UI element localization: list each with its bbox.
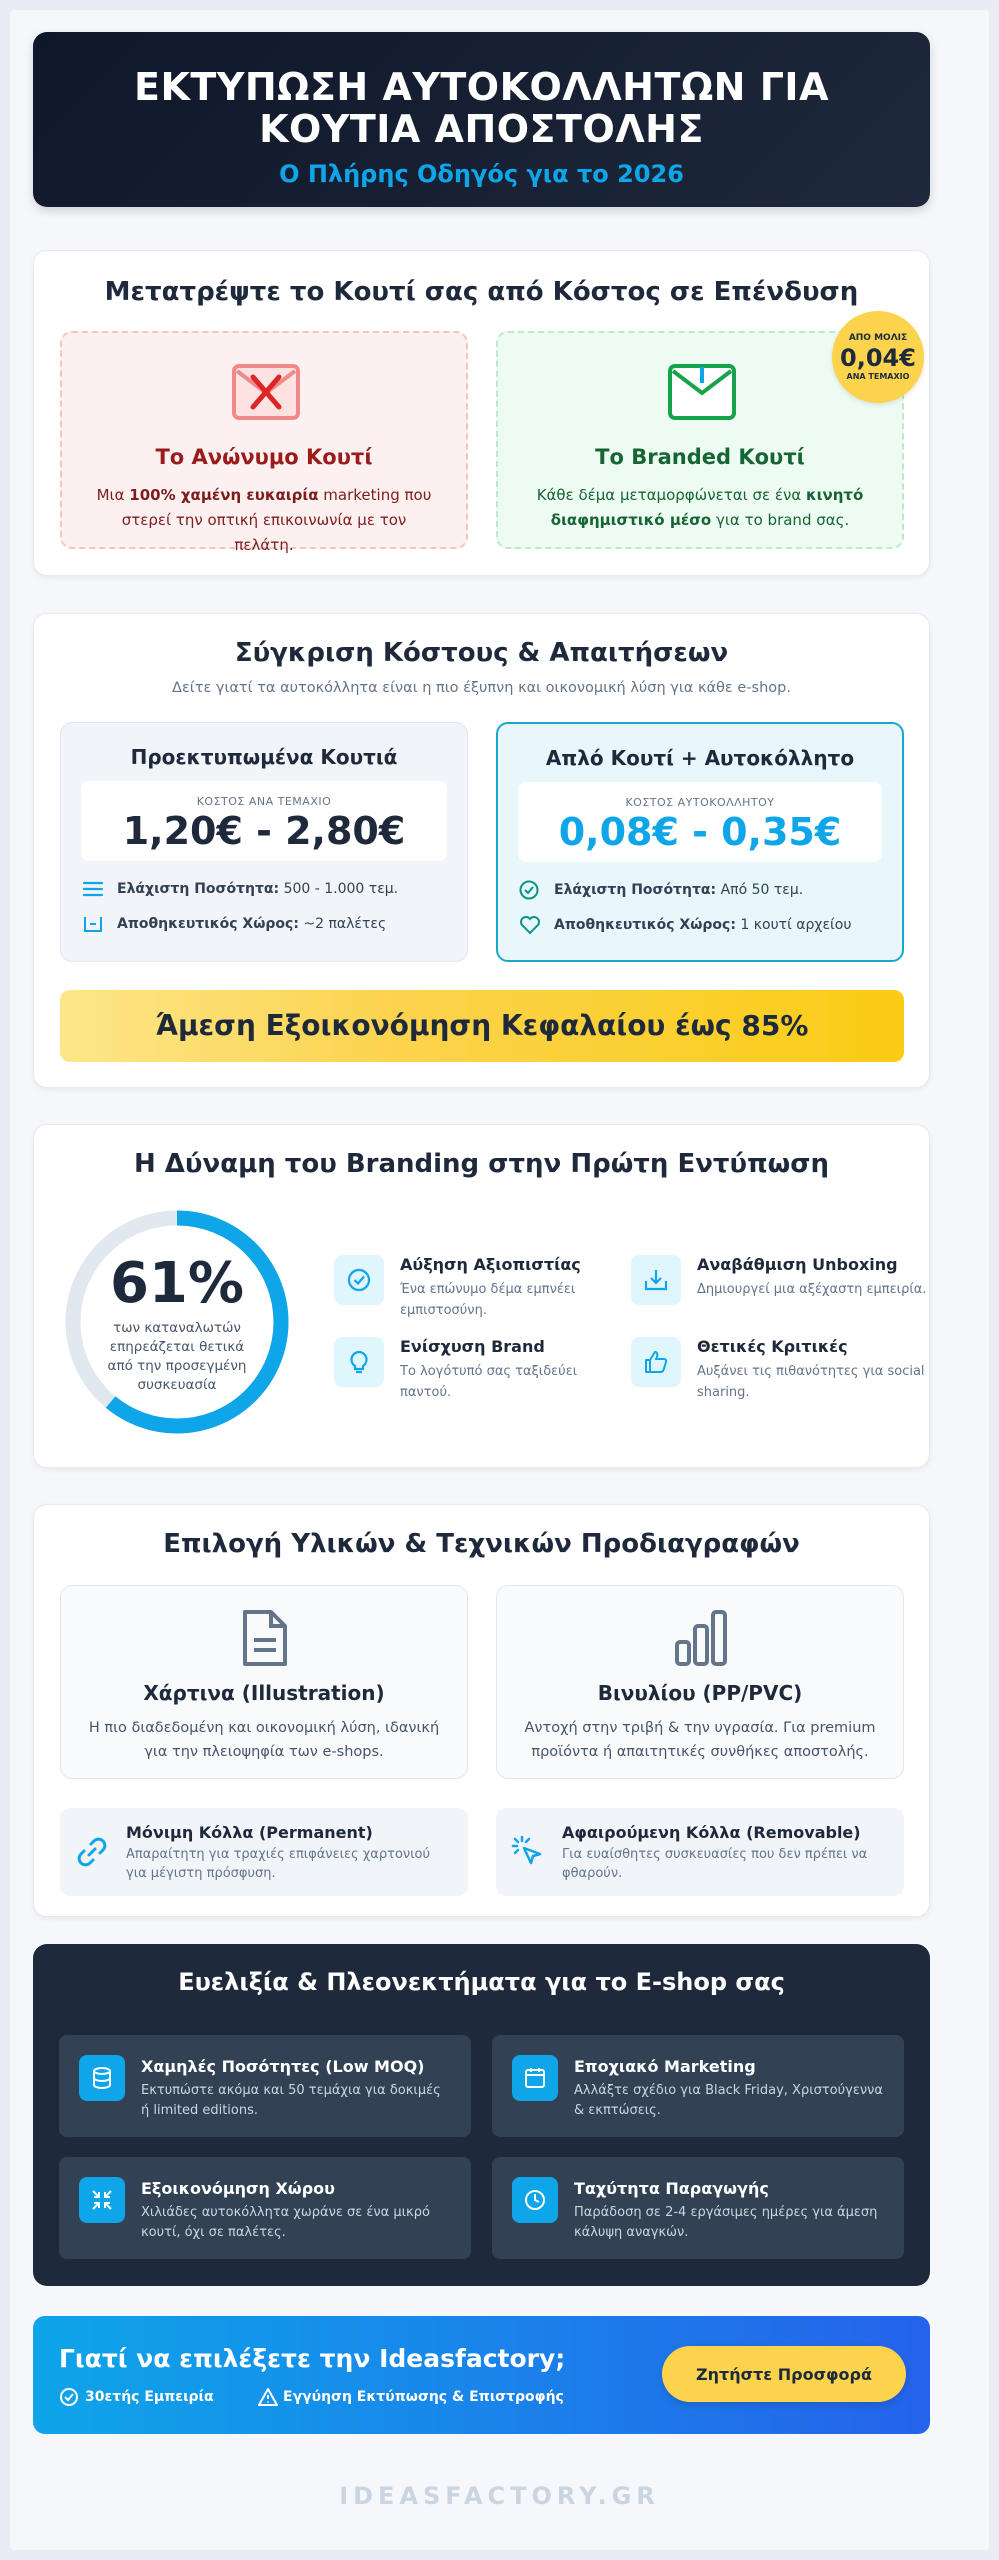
cta-banner: Γιατί να επιλέξετε την Ideasfactory; 30ετής Εμπειρία Εγγύηση Εκτύπωσης & Επιστροφής Ζητήστε Προσφορά: [33, 2316, 930, 2434]
cursor-click-icon: [510, 1834, 546, 1870]
anonymous-box-text: Μια 100% χαμένη ευκαιρία marketing που στερεί την οπτική επικοινωνία με τον πελάτη.: [96, 486, 432, 554]
permanent-text: Απαραίτητη για τραχιές επιφάνειες χαρτονιού για μέγιστη πρόσφυση.: [126, 1847, 431, 1881]
branded-box-text: Κάθε δέμα μεταμορφώνεται σε ένα κινητό διαφημιστικό μέσο για το brand σας.: [536, 486, 864, 529]
removable-glue-panel: [496, 1808, 904, 1896]
comparison-title: Σύγκριση Κόστους & Απαιτήσεων: [234, 638, 729, 668]
branding-item-title: Αύξηση Αξιοπιστίας: [400, 1255, 581, 1274]
paper-title: Χάρτινα (Illustration): [143, 1681, 385, 1705]
sticker-title: Απλό Κουτί + Αυτοκόλλητο: [545, 746, 855, 770]
sticker-price: 0,08€ - 0,35€: [558, 810, 842, 854]
page-subtitle: Ο Πλήρης Οδηγός για το 2026: [279, 160, 684, 188]
flex-item-title: Χαμηλές Ποσότητες (Low MOQ): [141, 2057, 425, 2076]
removable-title: Αφαιρούμενη Κόλλα (Removable): [562, 1823, 861, 1842]
branding-item-text: Το λογότυπό σας ταξιδεύει παντού.: [400, 1364, 578, 1400]
price-badge: [832, 311, 924, 403]
title-line-1: ΕΚΤΥΠΩΣΗ ΑΥΤΟΚΟΛΛΗΤΩΝ ΓΙΑ: [134, 65, 829, 109]
flex-item-text: Παράδοση σε 2-4 εργάσιμες ημέρες για άμεση κάλυψη αναγκών.: [574, 2205, 878, 2240]
stat-text: των καταναλωτών επηρεάζεται θετικά από την προσεγμένη συσκευασία: [107, 1320, 247, 1393]
stat-donut: [62, 1207, 292, 1437]
database-icon: [79, 2055, 125, 2101]
flex-item-title: Ταχύτητα Παραγωγής: [574, 2179, 769, 2198]
page-title: [33, 66, 930, 150]
thumbs-up-icon: [631, 1337, 681, 1387]
clock-icon: [512, 2177, 558, 2223]
badge-top: ΑΠΟ ΜΟΛΙΣ: [848, 333, 908, 343]
lightbulb-icon: [334, 1337, 384, 1387]
flexibility-title: Ευελιξία & Πλεονεκτήματα για το E-shop σας: [178, 1968, 785, 1996]
flex-item-title: Εποχιακό Marketing: [574, 2057, 756, 2076]
badge-bottom: ΑΝΑ ΤΕΜΑΧΙΟ: [846, 372, 910, 381]
anonymous-box-title: Το Ανώνυμο Κουτί: [155, 445, 373, 469]
flex-item-title: Εξοικονόμηση Χώρου: [141, 2179, 335, 2198]
title-line-2: ΚΟΥΤΙΑ ΑΠΟΣΤΟΛΗΣ: [259, 107, 704, 151]
anonymous-box-panel: [60, 331, 468, 554]
branded-box-title: Το Branded Κουτί: [595, 445, 805, 469]
permanent-title: Μόνιμη Κόλλα (Permanent): [126, 1823, 373, 1842]
check-circle-icon: [518, 879, 542, 901]
printed-price-box: [81, 781, 447, 861]
branding-title: Η Δύναμη του Branding στην Πρώτη Εντύπωση: [134, 1149, 829, 1179]
branding-item-text: Δημιουργεί μια αξέχαστη εμπειρία.: [697, 1282, 927, 1297]
request-quote-button[interactable]: Ζητήστε Προσφορά: [662, 2346, 906, 2402]
badge-price: 0,04€: [840, 344, 916, 372]
document-icon: [241, 1608, 289, 1668]
branded-mail-icon: [667, 363, 737, 421]
flexibility-section: [33, 1944, 930, 2286]
flex-item-speed: [492, 2157, 904, 2259]
flex-item-seasonal: [492, 2035, 904, 2137]
calendar-icon: [512, 2055, 558, 2101]
materials-section: [33, 1504, 930, 1917]
flex-item-low-moq: [59, 2035, 471, 2137]
permanent-glue-panel: [60, 1808, 468, 1896]
printed-price-caption: ΚΟΣΤΟΣ ΑΝΑ ΤΕΜΑΧΙΟ: [196, 795, 332, 808]
printed-boxes-panel: Προεκτυπωμένα Κουτιά ΚΟΣΤΟΣ ΑΝΑ ΤΕΜΑΧΙΟ 1,20€ - 2,80€ Ελάχιστη Ποσότητα: 500 - 1.000 τεμ. Αποθηκευτικός Χώρος: ~2 παλέτες: [60, 722, 468, 962]
branding-item-title: Θετικές Κριτικές: [697, 1337, 848, 1356]
hero-header: [33, 32, 930, 207]
investment-section: [33, 250, 930, 576]
printed-price: 1,20€ - 2,80€: [122, 809, 406, 853]
savings-banner: Άμεση Εξοικονόμηση Κεφαλαίου έως 85%: [60, 990, 904, 1062]
footer-brand: IDEASFACTORY.GR: [339, 2482, 660, 2510]
cta-title: Γιατί να επιλέξετε την Ideasfactory;: [59, 2344, 566, 2373]
flex-item-text: Εκτυπώστε ακόμα και 50 τεμάχια για δοκιμές ή limited editions.: [141, 2083, 441, 2118]
stat-value: 61%: [109, 1251, 245, 1316]
check-circle-icon: [59, 2387, 79, 2407]
sticker-panel: Απλό Κουτί + Αυτοκόλλητο ΚΟΣΤΟΣ ΑΥΤΟΚΟΛΛΗΤΟΥ 0,08€ - 0,35€ Ελάχιστη Ποσότητα: Από 50 τεμ. Αποθηκευτικός Χώρος: 1 κουτί αρχείου: [496, 722, 904, 962]
paper-text: Η πιο διαδεδομένη και οικονομική λύση, ιδανική για την πλειοψηφία των e-shops.: [88, 1720, 440, 1760]
branding-section: [33, 1124, 930, 1468]
paper-material-panel: [60, 1585, 468, 1779]
flex-item-text: Χιλιάδες αυτοκόλλητα χωράνε σε ένα μικρό κουτί, όχι σε παλέτες.: [141, 2205, 430, 2240]
vinyl-material-panel: [496, 1585, 904, 1779]
storage-box-icon: [81, 913, 105, 935]
download-box-icon: [631, 1255, 681, 1305]
branding-item-title: Αναβάθμιση Unboxing: [697, 1255, 898, 1274]
branding-item-text: Αυξάνει τις πιθανότητες για social sharing.: [697, 1364, 925, 1400]
empty-mail-icon: [231, 363, 301, 421]
link-icon: [74, 1834, 110, 1870]
materials-title: Επιλογή Υλικών & Τεχνικών Προδιαγραφών: [163, 1529, 800, 1559]
printed-title: Προεκτυπωμένα Κουτιά: [130, 745, 398, 769]
removable-text: Για ευαίσθητες συσκευασίες που δεν πρέπει να φθαρούν.: [562, 1847, 868, 1881]
comparison-subtitle: Δείτε γιατί τα αυτοκόλλητα είναι η πιο έξυπνη και οικονομική λύση για κάθε e-shop.: [172, 680, 791, 696]
heart-icon: [518, 914, 542, 936]
check-badge-icon: [334, 1255, 384, 1305]
branding-item-text: Ένα επώνυμο δέμα εμπνέει εμπιστοσύνη.: [400, 1282, 576, 1318]
investment-title: Μετατρέψτε το Κουτί σας από Κόστος σε Επένδυση: [104, 277, 859, 307]
comparison-section: [33, 613, 930, 1088]
list-icon: [81, 878, 105, 900]
compress-icon: [79, 2177, 125, 2223]
flex-item-text: Αλλάξτε σχέδιο για Black Friday, Χριστούγεννα & εκπτώσεις.: [574, 2083, 883, 2118]
vinyl-text: Αντοχή στην τριβή & την υγρασία. Για premium προϊόντα ή απαιτητικές συνθήκες αποστολής.: [524, 1720, 876, 1760]
sticker-price-caption: ΚΟΣΤΟΣ ΑΥΤΟΚΟΛΛΗΤΟΥ: [625, 796, 775, 809]
branding-item-title: Ενίσχυση Brand: [400, 1337, 545, 1356]
sticker-price-box: [518, 782, 882, 862]
vinyl-title: Βινυλίου (PP/PVC): [597, 1681, 803, 1705]
bar-chart-icon: [673, 1608, 729, 1668]
warning-triangle-icon: [257, 2387, 279, 2407]
flex-item-space: [59, 2157, 471, 2259]
